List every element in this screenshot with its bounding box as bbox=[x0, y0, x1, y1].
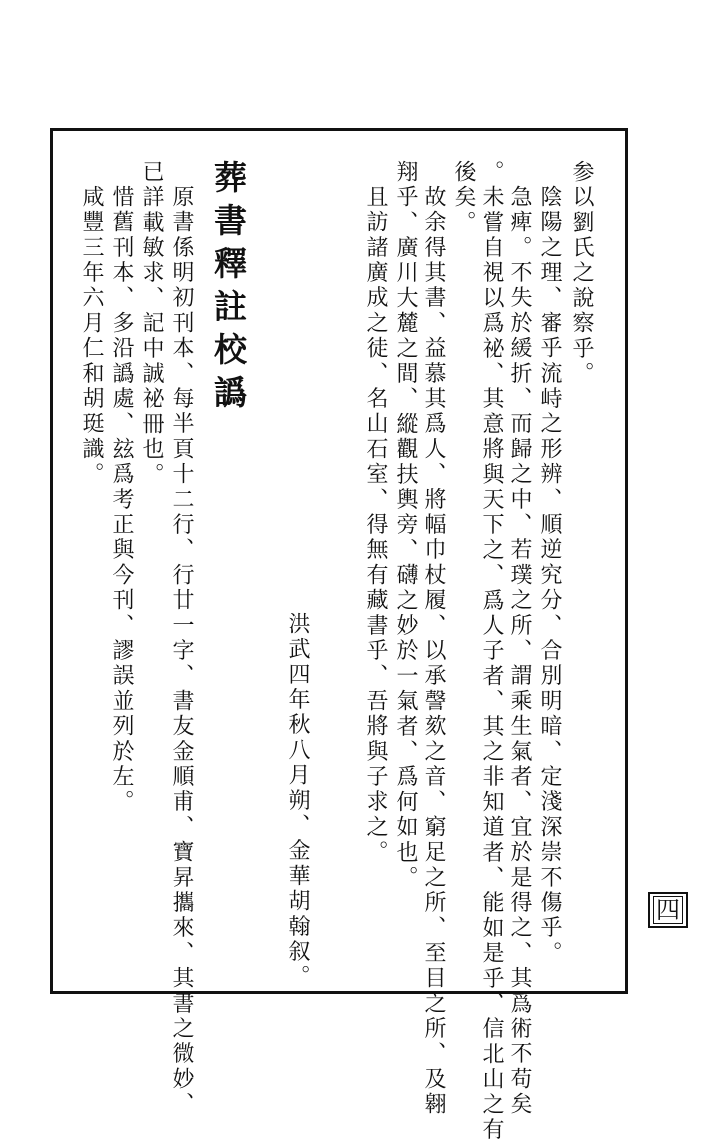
text-column-5: 後矣。 bbox=[451, 160, 476, 236]
text-column-2: 陰陽之理、審乎流峙之形辨、順逆究分、合別明暗、定淺深崇不傷乎。 bbox=[537, 185, 562, 967]
text-column-7: 翔乎、廣川大麓之間、縱觀扶輿旁、礴之妙於一氣者、爲何如也。 bbox=[393, 160, 418, 891]
text-column-6: 故余得其書、益慕其爲人、將幅巾杖履、以承謦欬之音、窮足之所、至目之所、及翱 bbox=[421, 185, 446, 1118]
text-column-4: 。未嘗自視以爲祕、其意將與天下之、爲人子者、其之非知道者、能如是乎、信北山之有 bbox=[479, 160, 504, 1143]
section-title: 葬書釋註校譌 bbox=[209, 160, 248, 418]
text-column-1: 参以劉氏之說察乎。 bbox=[569, 160, 594, 387]
text-column-8: 且訪諸廣成之徒、名山石室、得無有藏書乎、吾將與子求之。 bbox=[363, 185, 388, 866]
page-number: 四 bbox=[648, 892, 688, 928]
text-column-11: 原書係明初刊本、每半頁十二行、行廿一字、書友金順甫、寶昇攜來、其書之微妙、 bbox=[169, 185, 194, 1118]
colophon-signature: 咸豐三年六月仁和胡珽識。 bbox=[79, 185, 104, 488]
text-column-13: 惜舊刊本、多沿譌處、玆爲考正與今刊、謬誤並列於左。 bbox=[109, 185, 134, 815]
text-column-3: 急痺。不失於緩折、而歸之中、若璞之所、謂乘生氣者、宜於是得之、其爲術不苟矣 bbox=[507, 185, 532, 1118]
text-column-12: 已詳載敏求、記中誠祕冊也。 bbox=[139, 160, 164, 488]
preface-signature: 洪武四年秋八月朔、金華胡翰叙。 bbox=[285, 612, 310, 990]
